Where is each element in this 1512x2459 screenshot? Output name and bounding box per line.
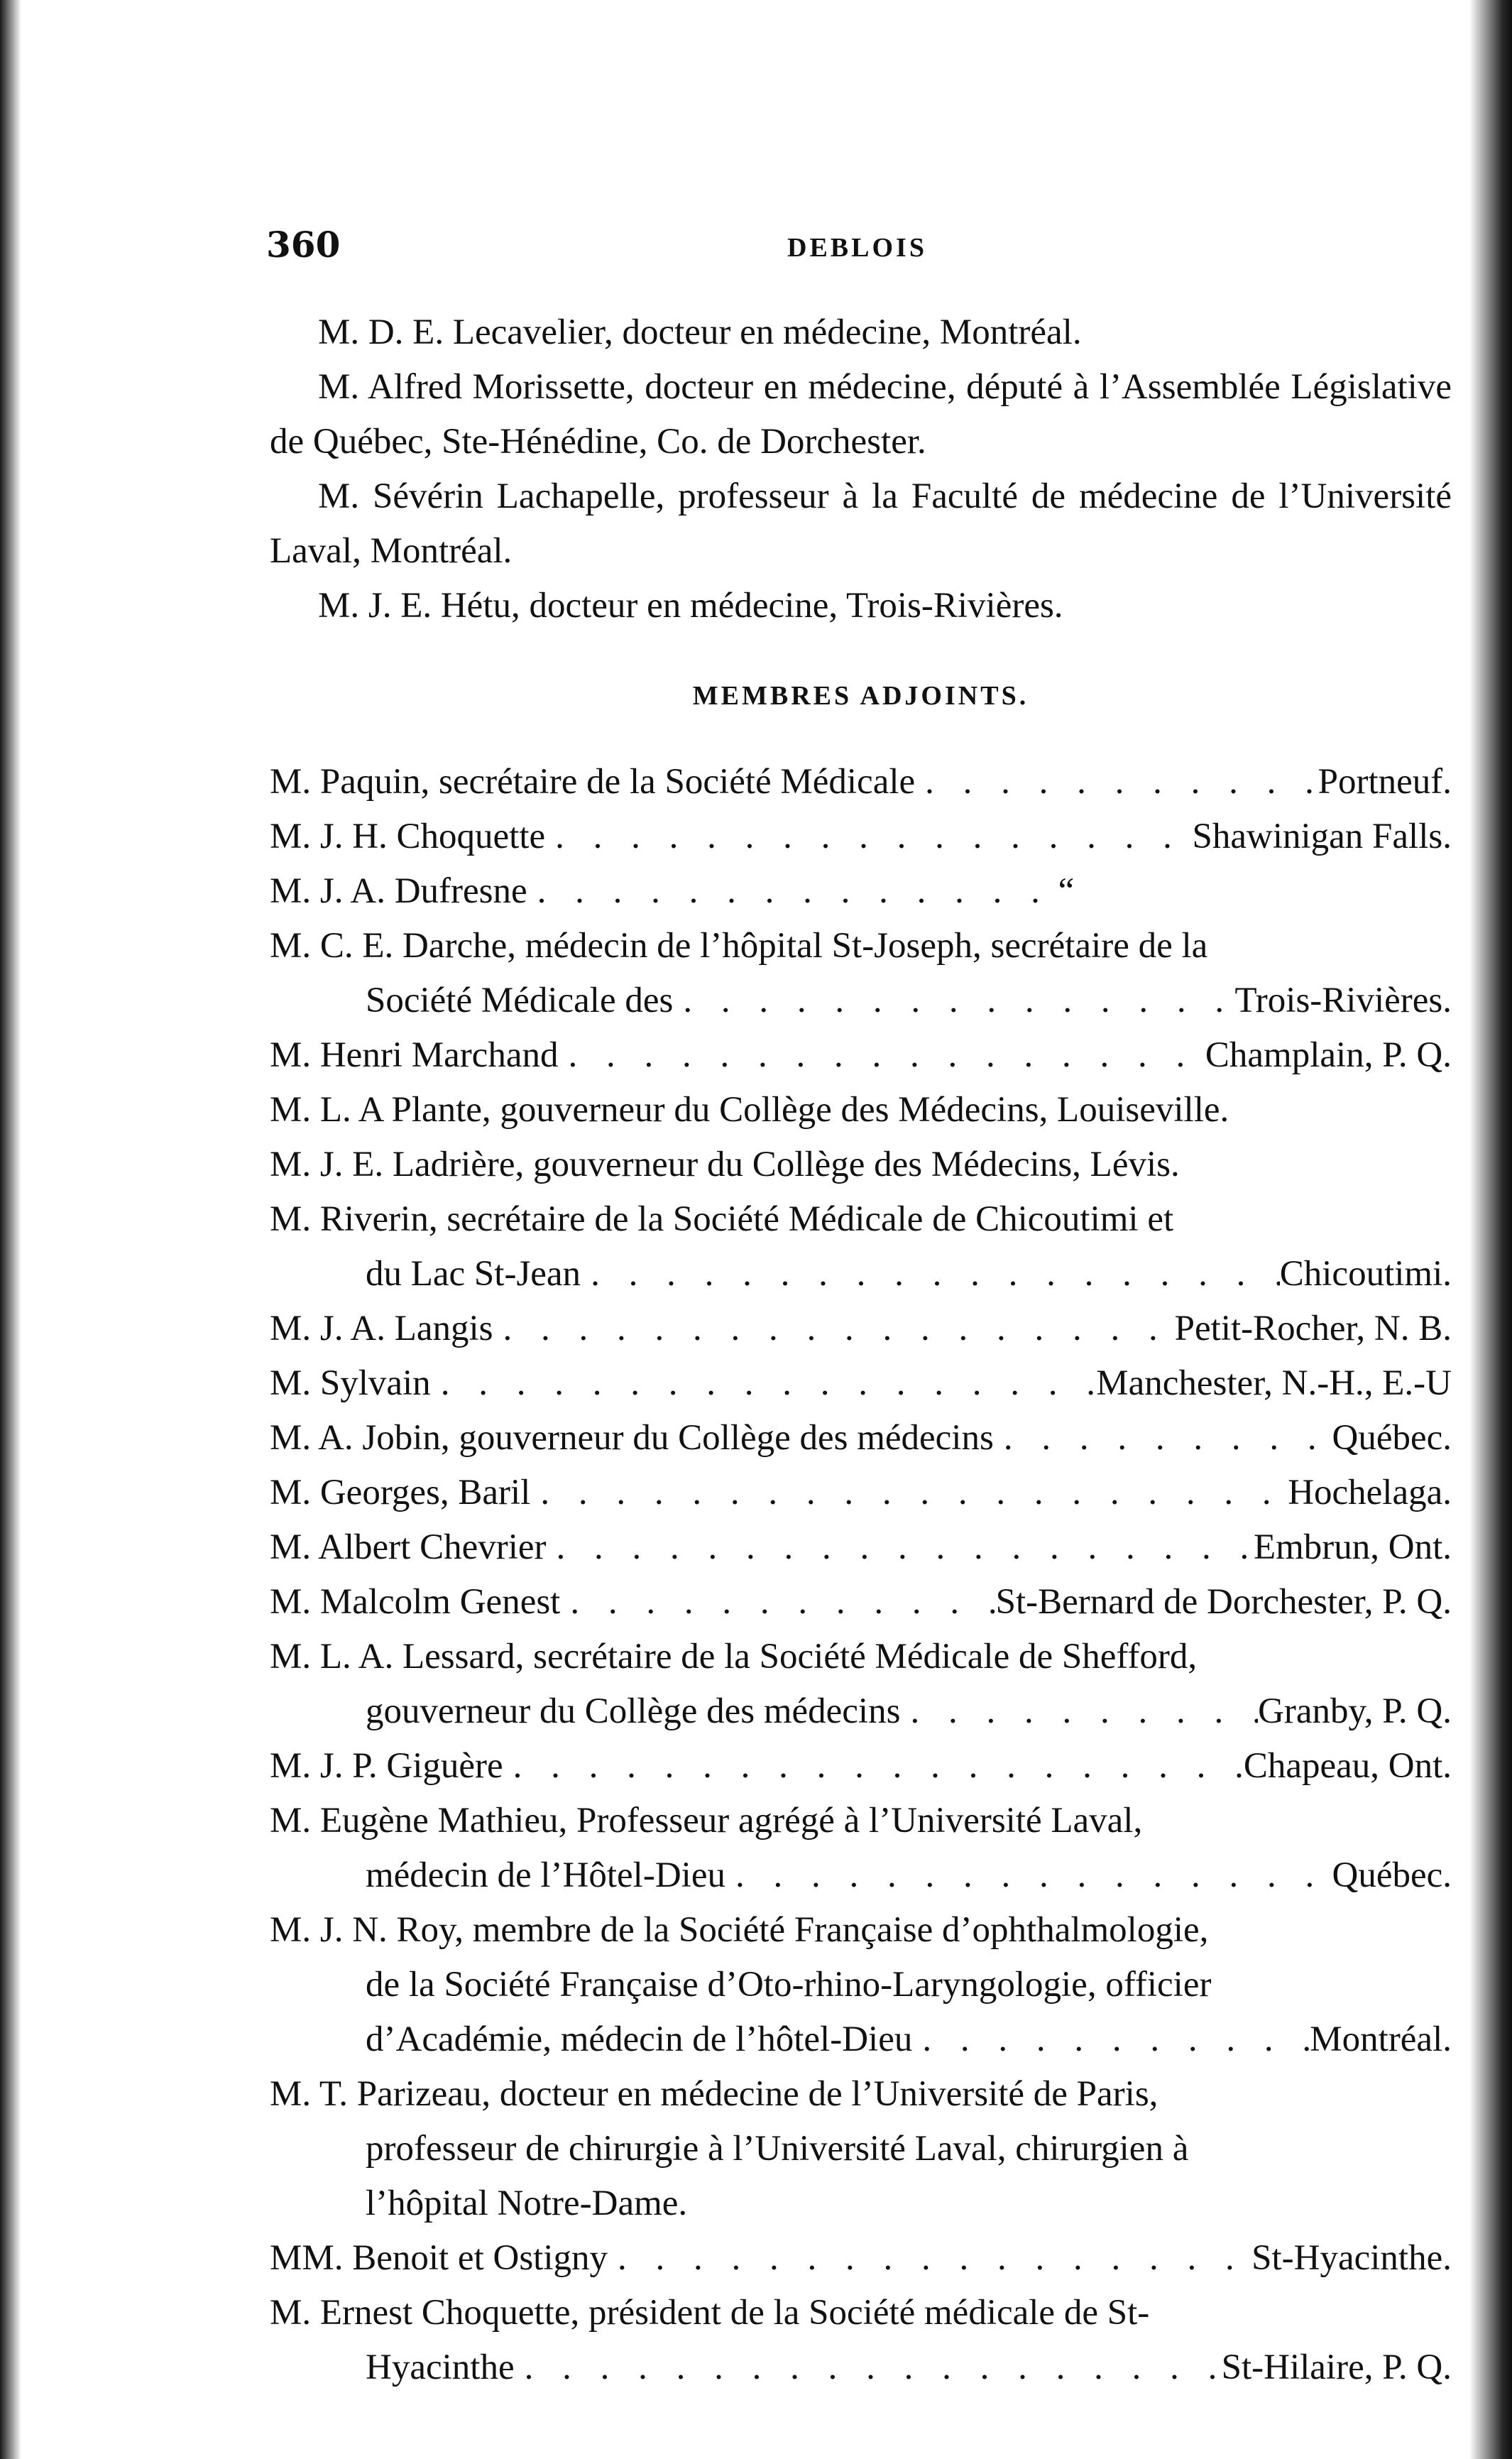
entry-name: du Lac St-Jean [366,1254,581,1294]
section-title: MEMBRES ADJOINTS. [692,681,1029,711]
entry-place: Montréal. [1310,2019,1452,2059]
entry-place: Trois-Rivières. [1234,981,1452,1020]
dot-leader [545,809,1192,864]
entry-continuation [270,1247,1452,1302]
entry-name: M. Malcolm Genest [270,1582,561,1622]
list-item [270,1192,1452,1302]
dot-leader [558,1028,1205,1083]
entry-place: Québec. [1332,1418,1452,1458]
entry-place: Manchester, N.-H., E.-U [1096,1363,1452,1403]
list-item [270,1903,1452,2067]
dot-leader [608,2231,1251,2286]
entry-name: M. A. Jobin, gouverneur du Collège des médecins [270,1418,994,1458]
entry-text-continued: de la Société Française d’Oto-rhino-Laryngologie, officier [366,1965,1212,2005]
page-number: 360 [266,224,341,266]
dot-leader [994,1411,1332,1466]
dot-leader [431,1356,1097,1411]
list-item [270,809,1452,864]
entry-place: Petit-Rocher, N. B. [1174,1309,1452,1348]
list-item [270,755,1452,809]
entry-text: M. T. Parizeau, docteur en médecine de l’Université de Paris, [270,2074,1158,2114]
list-item [270,1356,1452,1411]
list-item [270,2067,1452,2231]
entry-place: St-Hilaire, P. Q. [1221,2348,1452,2387]
entry-continuation [270,974,1452,1028]
entry-text-continued: professeur de chirurgie à l’Université Laval, chirurgien à [366,2129,1189,2169]
list-item [270,864,1452,919]
dot-leader [527,864,1058,919]
list-item [270,2286,1452,2395]
entry-name: médecin de l’Hôtel-Dieu [366,1855,725,1895]
entry-name: M. Albert Chevrier [270,1527,547,1567]
paragraph: M. Alfred Morissette, docteur en médecine, député à l’Assemblée Législative de Québec, Ste-Hénédine, Co. de Dorchester. [270,367,1452,462]
entry-place: Shawinigan Falls. [1192,817,1452,856]
entry-place: Chicoutimi. [1279,1254,1452,1294]
entry-place: Québec. [1332,1855,1452,1895]
list-item: M. L. A Plante, gouverneur du Collège des Médecins, Louiseville. [270,1090,1229,1130]
dot-leader [673,974,1234,1028]
entry-text: M. Ernest Choquette, président de la Société médicale de St- [270,2293,1150,2333]
entry-name: Société Médicale des [366,981,674,1020]
entry-name: M. Henri Marchand [270,1035,559,1075]
list-item [270,1739,1452,1794]
list-item [270,2231,1452,2286]
entry-place: Granby, P. Q. [1258,1691,1452,1731]
list-item [270,1575,1452,1630]
list-item [270,1411,1452,1466]
entry-name: gouverneur du Collège des médecins [366,1691,901,1731]
paragraph: M. J. E. Hétu, docteur en médecine, Trois-Rivières. [318,586,1063,626]
dot-leader [547,1520,1254,1575]
entry-name: MM. Benoit et Ostigny [270,2238,608,2278]
dot-leader [915,755,1317,809]
entry-place: Champlain, P. Q. [1205,1035,1452,1075]
running-head: DEBLOIS [787,233,927,263]
entry-continuation [270,1684,1452,1739]
entry-place: Embrun, Ont. [1253,1527,1452,1567]
list-item [270,1466,1452,1520]
entry-text: M. C. E. Darche, médecin de l’hôpital St-Joseph, secrétaire de la [270,926,1208,966]
paragraph: M. D. E. Lecavelier, docteur en médecine, Montréal. [318,312,1082,352]
entry-place: Portneuf. [1317,762,1452,802]
page-body [270,305,1452,2395]
entry-name: M. J. A. Langis [270,1309,493,1348]
entry-continuation [270,2012,1452,2067]
entry-text: M. J. N. Roy, membre de la Société Française d’ophthalmologie, [270,1910,1209,1950]
entry-place: Chapeau, Ont. [1243,1746,1452,1786]
dot-leader [900,1684,1258,1739]
dot-leader [493,1302,1175,1356]
list-item: M. J. E. Ladrière, gouverneur du Collège des Médecins, Lévis. [270,1145,1180,1184]
entry-place: Hochelaga. [1288,1473,1452,1512]
dot-leader [725,1848,1332,1903]
entry-name: M. J. A. Dufresne [270,871,527,911]
dot-leader [912,2012,1310,2067]
dot-leader [503,1739,1244,1794]
entry-continuation [270,2340,1452,2395]
page-left-binding-shadow [0,0,21,2459]
entry-text: M. Riverin, secrétaire de la Société Médicale de Chicoutimi et [270,1199,1174,1239]
entry-place: St-Hyacinthe. [1251,2238,1452,2278]
dot-leader [530,1466,1288,1520]
entry-name: M. Paquin, secrétaire de la Société Médicale [270,762,916,802]
entry-text-last: l’hôpital Notre-Dame. [366,2183,688,2223]
entry-place: St-Bernard de Dorchester, P. Q. [995,1582,1452,1622]
entry-continuation [270,1848,1452,1903]
entry-name: Hyacinthe [366,2348,515,2387]
list-item [270,1302,1452,1356]
entry-text: M. Eugène Mathieu, Professeur agrégé à l’Université Laval, [270,1801,1143,1841]
list-item [270,919,1452,1028]
list-item [270,1630,1452,1739]
entry-name: M. J. H. Choquette [270,817,546,856]
dot-leader [515,2340,1222,2395]
paragraph: M. Sévérin Lachapelle, professeur à la Faculté de médecine de l’Université Laval, Montréal. [270,476,1452,571]
entry-name: d’Académie, médecin de l’hôtel-Dieu [366,2019,913,2059]
dot-leader [560,1575,995,1630]
entry-name: M. J. P. Giguère [270,1746,503,1786]
dot-leader [581,1247,1280,1302]
entry-text: M. L. A. Lessard, secrétaire de la Société Médicale de Shefford, [270,1637,1198,1676]
list-item [270,1794,1452,1903]
list-item [270,1520,1452,1575]
entry-place: “ [1058,871,1075,911]
page-header [266,224,1448,273]
page-right-edge-shadow [1469,0,1512,2459]
list-item [270,1028,1452,1083]
entry-name: M. Georges, Baril [270,1473,531,1512]
entry-name: M. Sylvain [270,1363,431,1403]
